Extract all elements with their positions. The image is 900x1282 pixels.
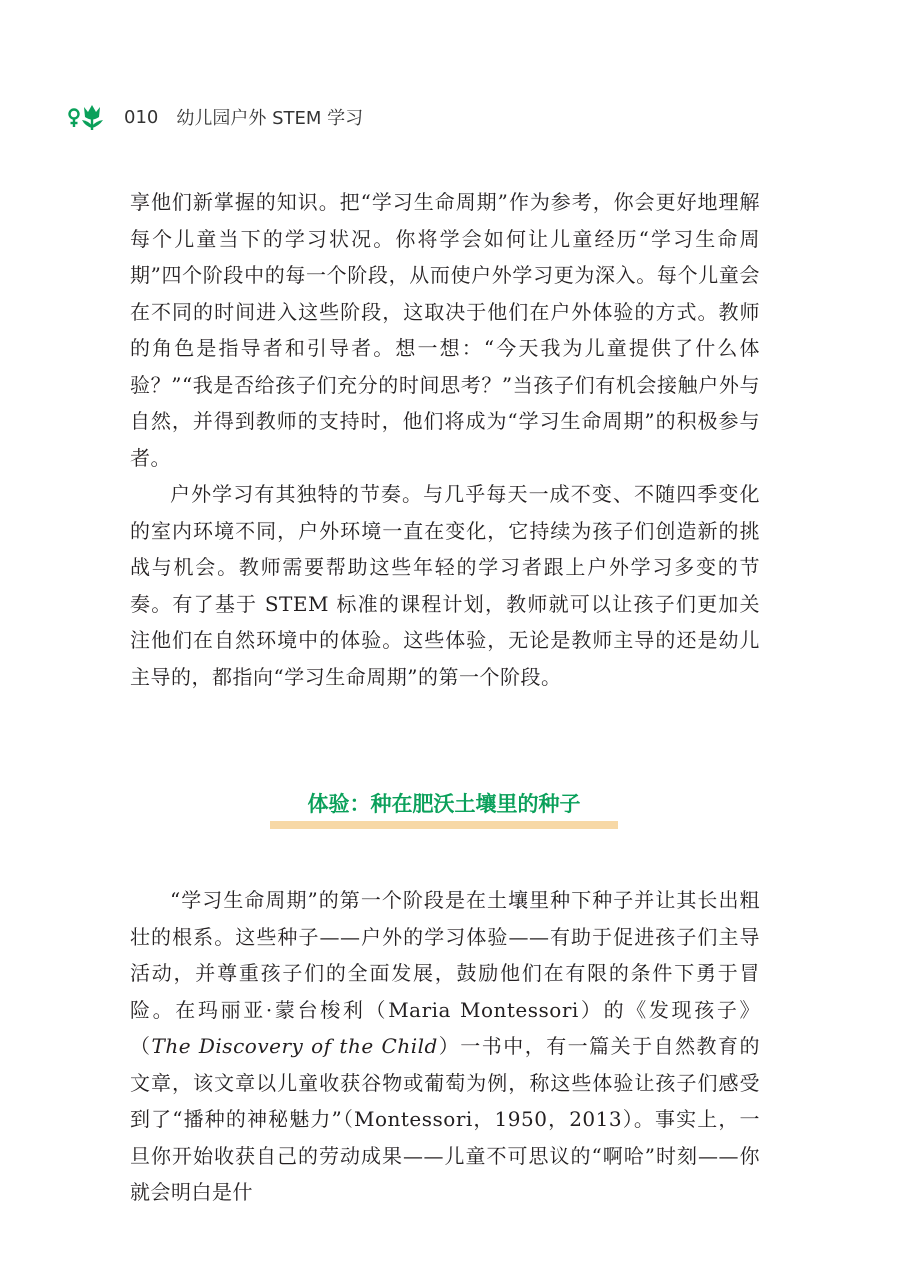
section-heading: 体验：种在肥沃土壤里的种子: [307, 792, 581, 816]
green-flower-icon: [66, 102, 108, 132]
paragraph-outdoor-rhythm: 户外学习有其独特的节奏。与几乎每天一成不变、不随四季变化的室内环境不同，户外环境一直在变化，它持续为孩子们创造新的挑战与机会。教师需要帮助这些年轻的学习者跟上户外学习多变的节奏。有了基于 STEM 标准的课程计划，教师就可以让孩子们更加关注他们在自然环境中的体验。这些体验，无论是教师主导的还是幼儿主导的，都指向“学习生命周期”的第一个阶段。: [130, 482, 760, 689]
text-block-bottom: [130, 882, 760, 1211]
running-book-title: 幼儿园户外 STEM 学习: [176, 108, 364, 129]
section-heading-block: [270, 789, 618, 835]
paragraph-first-stage: [130, 882, 760, 1211]
paragraph-continued: 享他们新掌握的知识。把“学习生命周期”作为参考，你会更好地理解每个儿童当下的学习状况。你将学会如何让儿童经历“学习生命周期”四个阶段中的每一个阶段，从而使户外学习更为深入。每个儿童会在不同的时间进入这些阶段，这取决于他们在户外体验的方式。教师的角色是指导者和引导者。想一想：“今天我为儿童提供了什么体验？”“我是否给孩子们充分的时间思考？”当孩子们有机会接触户外与自然，并得到教师的支持时，他们将成为“学习生命周期”的积极参与者。: [130, 190, 760, 470]
heading-underline: [270, 821, 618, 829]
paragraph-first-stage-part-2: ）一书中，有一篇关于自然教育的文章，该文章以儿童收获谷物或葡萄为例，称这些体验让孩子们感受到了“播种的神秘魅力”（Montessori，1950，2013）。事实上，一旦你开始收获自己的劳动成果——儿童不可思议的“啊哈”时刻——你就会明白是什: [130, 1034, 761, 1204]
running-header: [66, 100, 363, 134]
text-block-top: [130, 184, 760, 695]
page-number: 010: [124, 106, 159, 128]
paragraph-first-stage-part-1: “学习生命周期”的第一个阶段是在土壤里种下种子并让其长出粗壮的根系。这些种子——户外的学习体验——有助于促进孩子们主导活动，并尊重孩子们的全面发展，鼓励他们在有限的条件下勇于冒险。在玛丽亚·蒙台梭利（Maria Montessori）的《发现孩子》（: [130, 888, 760, 1058]
book-title-italic: The Discovery of the Child: [151, 1034, 438, 1058]
